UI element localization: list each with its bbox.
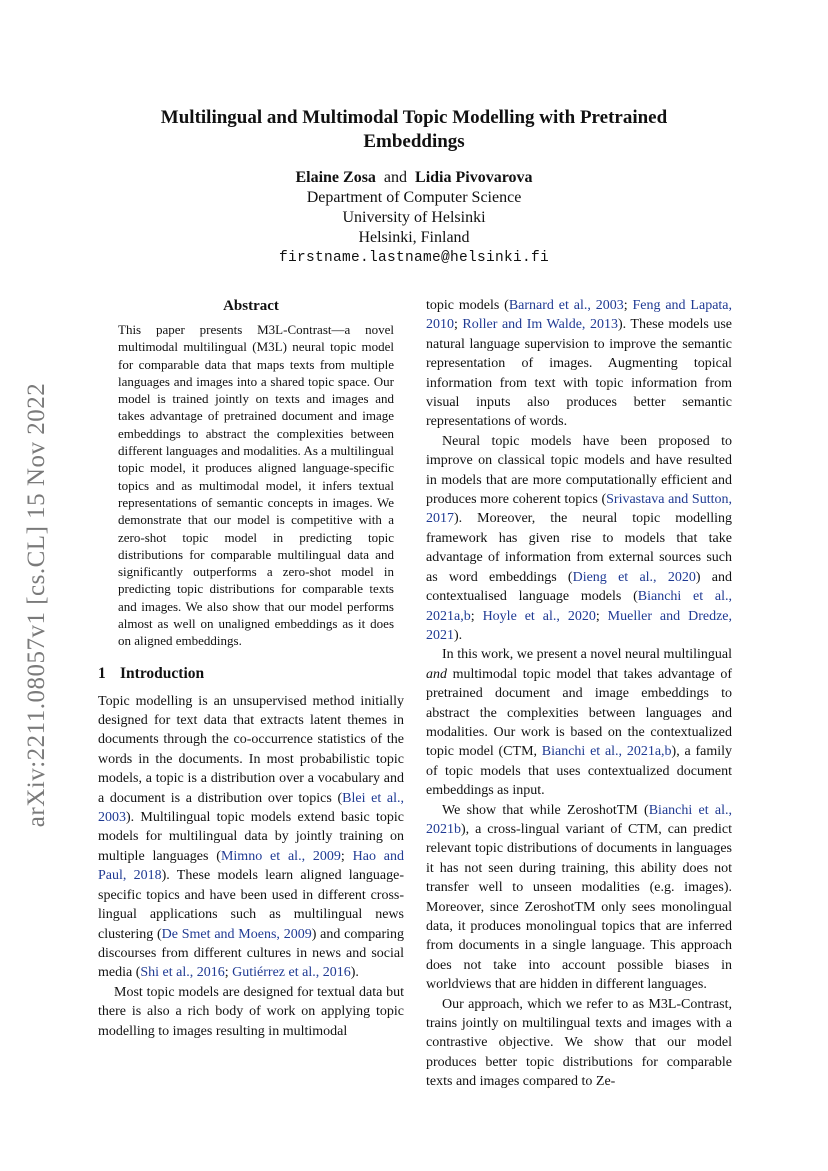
- section-title: Introduction: [120, 664, 205, 682]
- abstract-heading: Abstract: [223, 298, 279, 314]
- citation-link[interactable]: Gutiérrez et al., 2016: [232, 965, 351, 981]
- citation-link[interactable]: Hoyle et al., 2020: [482, 608, 596, 624]
- citation-link[interactable]: Barnard et al., 2003: [508, 298, 624, 313]
- text-span: ;: [224, 965, 233, 981]
- paragraph: [426, 296, 732, 432]
- text-span: ;: [340, 848, 353, 864]
- author-email: firstname.lastname@helsinki.fi: [278, 250, 550, 266]
- text-span: ;: [470, 608, 483, 624]
- text-span: Neural topic models have been proposed to improve on classical topic models and have resulted in models that are more computationally efficient and produces more coherent topics (: [426, 433, 732, 508]
- text-span: ). These models learn aligned language-specific topics and have been used in different cross-lingual applications such as multilingual news clustering (: [98, 868, 404, 942]
- citation-link[interactable]: Mimno et al., 2009: [220, 848, 341, 864]
- citation-link[interactable]: Feng and Lapata, 2010: [426, 298, 733, 333]
- text-span: ), a cross-lingual variant of CTM, can predict relevant topic distributions of documents in languages it has not seen during training, this ability does not transfer well to unseen modalities (e.g. images). Moreover, since ZeroshotTM only sees monolingual data, it produces monolingual topics that are inferred from documents in a single language. This approach does not take into account possible biases in worldviews that are hidden in different languages.: [426, 821, 732, 993]
- text-span: Our approach, which we refer to as M3L-Contrast, trains jointly on multilingual texts and images with a contrastive objective. We show that our model produces better topic distributions for comparable texts and images compared to Ze-: [426, 996, 732, 1090]
- author-conjunction: and: [383, 169, 408, 186]
- citation-link[interactable]: Blei et al., 2003: [98, 790, 404, 826]
- paper-title: Multilingual and Multimodal Topic Modelling with Pretrained Embeddings: [160, 107, 668, 152]
- right-column: [426, 296, 732, 1092]
- arxiv-watermark-text: arXiv:2211.08057v1 [cs.CL] 15 Nov 2022: [23, 382, 50, 828]
- abstract-text: This paper presents M3L-Contrast—a novel multimodal multilingual (M3L) neural topic model for comparable data that maps texts from multiple languages and images into a shared topic space. Our model is trained jointly on texts and images and takes advantage of pretrained document and image embeddings to abstract the complexities between different languages and modalities. As a multilingual topic model, it produces aligned language-specific topics and as multimodal model, it infers textual representations of semantic concepts in images. We demonstrate that our model is competitive with a zero-shot topic model in predicting topic distributions for comparable multilingual data and significantly outperforms a zero-shot model in predicting topic distributions for comparable texts and images. We also show that our model performs almost as well on unaligned embeddings as it does on aligned embeddings.: [118, 322, 394, 649]
- text-span: Most topic models are designed for textual data but there is also a rich body of work on applying topic modelling to images resulting in multimodal: [98, 984, 404, 1039]
- author-name: Lidia Pivovarova: [415, 169, 533, 186]
- text-span: In this work, we present a novel neural multilingual: [442, 647, 732, 663]
- text-span: Topic modelling is an unsupervised method initially designed for text data that extracts latent themes in documents through the co-occurrence statistics of the words in the documents. In most probabilistic topic models, a topic is a distribution over a vocabulary and a document is a distribution over topics (: [98, 693, 404, 806]
- text-span: ).: [454, 627, 463, 643]
- left-column: [98, 296, 404, 1041]
- text-span: ) and contextualised language models (: [426, 569, 732, 605]
- citation-link[interactable]: Bianchi et al., 2021b: [426, 802, 732, 837]
- text-span: multimodal topic model that takes advantage of pretrained document and image embeddings to abstract the complexities between languages and modalities. Our work is based on the contextualized topic model (CTM,: [426, 666, 732, 760]
- text-span: ;: [454, 317, 463, 333]
- text-span: ). Moreover, the neural topic modelling framework has given rise to models that take advantage of information from external sources such as word embeddings (: [426, 511, 732, 585]
- paragraph: [98, 692, 404, 983]
- text-span: ). These models use natural language supervision to improve the semantic representation of images. Augmenting topical information from text with topic information from visual inputs also produces better semantic representations of words.: [426, 317, 732, 430]
- affiliation-location: Helsinki, Finland: [358, 229, 470, 246]
- paragraph: [98, 983, 404, 1041]
- affiliation-department: Department of Computer Science: [306, 189, 522, 206]
- text-span: ;: [595, 608, 608, 624]
- citation-link[interactable]: De Smet and Moens, 2009: [161, 926, 312, 942]
- text-span: ).: [350, 965, 359, 981]
- paragraph: [426, 995, 732, 1092]
- text-span: ), a family of topic models that uses contextualized document embeddings as input.: [426, 744, 732, 799]
- citation-link[interactable]: Srivastava and Sutton, 2017: [426, 492, 732, 527]
- text-span: ). Multilingual topic models extend basic topic models for multilingual data by jointly training on multiple languages (: [98, 810, 404, 864]
- text-span: We show that while ZeroshotTM (: [442, 802, 649, 818]
- citation-link[interactable]: Mueller and Dredze, 2021: [426, 608, 733, 643]
- paragraph: [426, 801, 732, 995]
- emphasis: and: [426, 666, 447, 682]
- affiliation-university: University of Helsinki: [342, 209, 486, 226]
- section-heading: [98, 664, 404, 684]
- text-span: ;: [623, 298, 633, 313]
- text-span: ) and comparing discourses from different cultures in news and social media (: [98, 926, 405, 981]
- citation-link[interactable]: Bianchi et al., 2021a,b: [541, 744, 672, 760]
- citation-link[interactable]: Hao and Paul, 2018: [98, 848, 405, 884]
- text-span: topic models (: [426, 298, 509, 313]
- section-number: 1: [98, 664, 106, 682]
- citation-link[interactable]: Dieng et al., 2020: [572, 569, 696, 585]
- arxiv-watermark: [22, 360, 52, 850]
- citation-link[interactable]: Bianchi et al., 2021a,b: [426, 589, 732, 624]
- citation-link[interactable]: Shi et al., 2016: [140, 965, 225, 981]
- author-name: Elaine Zosa: [295, 169, 376, 186]
- author-block: [150, 168, 678, 268]
- citation-link[interactable]: Roller and Im Walde, 2013: [462, 317, 618, 333]
- paragraph: [426, 432, 732, 645]
- paragraph: [426, 645, 732, 800]
